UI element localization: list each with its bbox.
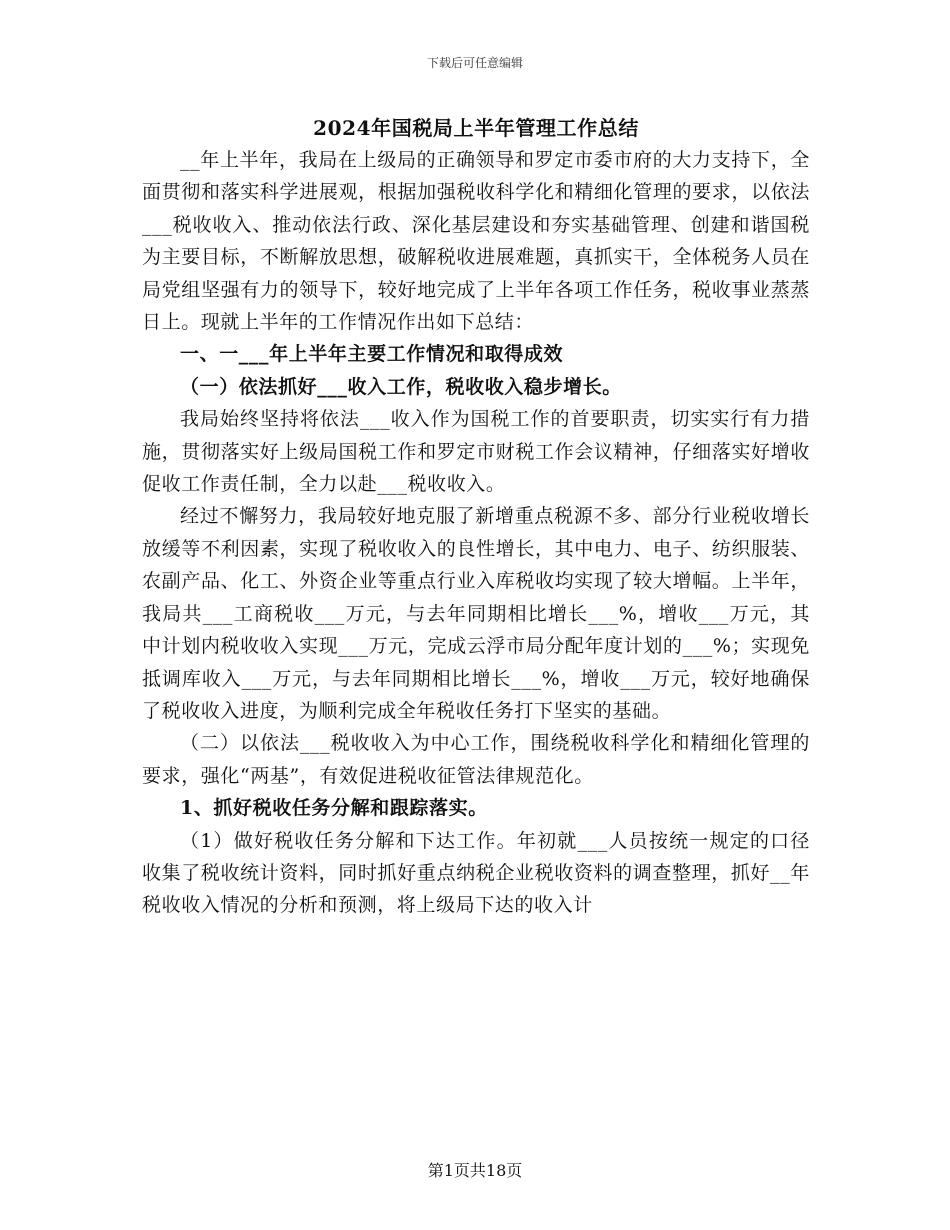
- paragraph: 经过不懈努力，我局较好地克服了新增重点税源不多、部分行业税收增长放缓等不利因素，实现了税收收入的良性增长，其中电力、电子、纺织服装、农副产品、化工、外资企业等重点行业入库税收均实现了较大增幅。上半年，我局共___工商税收___万元，与去年同期相比增长___%，增收___万元，其中计划内税收收入实现___万元，完成云浮市局分配年度计划的___%；实现免抵调库收入___万元，与去年同期相比增长___%，增收___万元，较好地确保了税收收入进度，为顺利完成全年税收任务打下坚实的基础。: [142, 505, 810, 722]
- section-heading: 一、一___年上半年主要工作情况和取得成效: [180, 343, 564, 366]
- page-number: 第1页共18页: [427, 1161, 523, 1180]
- item-heading: 1、抓好税收任务分解和跟踪落实。: [180, 797, 488, 820]
- subsection-heading: （一）依法抓好___收入工作，税收收入稳步增长。: [180, 375, 622, 398]
- paragraph: （1）做好税收任务分解和下达工作。年初就___人员按统一规定的口径收集了税收统计资料，同时抓好重点纳税企业税收资料的调查整理，抓好__年税收收入情况的分析和预测，将上级局下达的收入计: [142, 829, 810, 917]
- paragraph: __年上半年，我局在上级局的正确领导和罗定市委市府的大力支持下，全面贯彻和落实科学进展观，根据加强税收科学化和精细化管理的要求，以依法___税收收入、推动依法行政、深化基层建设和夯实基础管理、创建和谐国税为主要目标，不断解放思想，破解税收进展难题，真抓实干，全体税务人员在局党组坚强有力的领导下，较好地完成了上半年各项工作任务，税收事业蒸蒸日上。现就上半年的工作情况作出如下总结：: [142, 149, 810, 334]
- paragraph: 我局始终坚持将依法___收入作为国税工作的首要职责，切实实行有力措施，贯彻落实好上级局国税工作和罗定市财税工作会议精神，仔细落实好增收促收工作责任制，全力以赴___税收收入。: [142, 408, 810, 496]
- page-header-note: 下载后可任意编辑: [426, 56, 523, 70]
- paragraph: （二）以依法___税收收入为中心工作，围绕税收科学化和精细化管理的要求，强化“两基”，有效促进税收征管法律规范化。: [142, 732, 810, 787]
- document-body: [142, 112, 810, 922]
- document-title: 2024年国税局上半年管理工作总结: [313, 116, 639, 140]
